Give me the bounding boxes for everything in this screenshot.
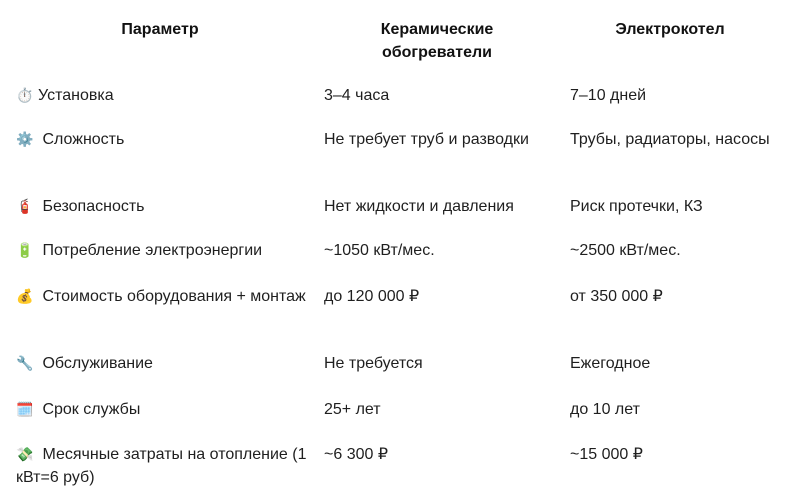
header-parameter: Параметр bbox=[121, 21, 199, 38]
row-maintenance-boiler: Ежегодное bbox=[570, 355, 651, 372]
row-cost-boiler: от 350 000 ₽ bbox=[570, 288, 663, 305]
stopwatch-icon: ⏱️ bbox=[16, 87, 34, 103]
row-lifespan-boiler: до 10 лет bbox=[570, 401, 640, 418]
calendar-icon: 🗓️ bbox=[16, 401, 34, 417]
row-maintenance-param: 🔧 Обслуживание bbox=[16, 352, 316, 375]
row-safety-boiler: Риск протечки, КЗ bbox=[570, 198, 703, 215]
gear-icon: ⚙️ bbox=[16, 131, 34, 147]
row-energy-param: 🔋 Потребление электроэнергии bbox=[16, 239, 316, 262]
row-lifespan-param: 🗓️ Срок службы bbox=[16, 398, 316, 421]
row-energy-boiler: ~2500 кВт/мес. bbox=[570, 242, 681, 259]
battery-icon: 🔋 bbox=[16, 242, 34, 258]
row-monthly-param: 💸 Месячные затраты на отопление (1 кВт=6 руб) bbox=[16, 443, 316, 489]
money-wings-icon: 💸 bbox=[16, 446, 34, 462]
header-ceramic: Керамические обогреватели bbox=[380, 21, 494, 61]
row-complexity-ceramic: Не требует труб и разводки bbox=[324, 131, 529, 148]
row-maintenance-ceramic: Не требуется bbox=[324, 355, 423, 372]
fire-extinguisher-icon: 🧯 bbox=[16, 198, 34, 214]
row-complexity-boiler: Трубы, радиаторы, насосы bbox=[570, 131, 770, 148]
row-complexity-param: ⚙️ Сложность bbox=[16, 128, 316, 151]
row-cost-param: 💰 Стоимость оборудования + монтаж bbox=[16, 285, 316, 308]
row-cost-ceramic: до 120 000 ₽ bbox=[324, 288, 420, 305]
row-installation-param: ⏱️ Установка bbox=[16, 84, 316, 107]
row-safety-ceramic: Нет жидкости и давления bbox=[324, 198, 514, 215]
row-installation-ceramic: 3–4 часа bbox=[324, 87, 390, 104]
row-lifespan-ceramic: 25+ лет bbox=[324, 401, 381, 418]
row-monthly-ceramic: ~6 300 ₽ bbox=[324, 446, 389, 463]
row-energy-ceramic: ~1050 кВт/мес. bbox=[324, 242, 435, 259]
row-installation-boiler: 7–10 дней bbox=[570, 87, 647, 104]
row-safety-param: 🧯 Безопасность bbox=[16, 195, 316, 218]
header-boiler: Электрокотел bbox=[615, 21, 725, 38]
wrench-icon: 🔧 bbox=[16, 355, 34, 371]
row-monthly-boiler: ~15 000 ₽ bbox=[570, 446, 643, 463]
money-bag-icon: 💰 bbox=[16, 288, 34, 304]
